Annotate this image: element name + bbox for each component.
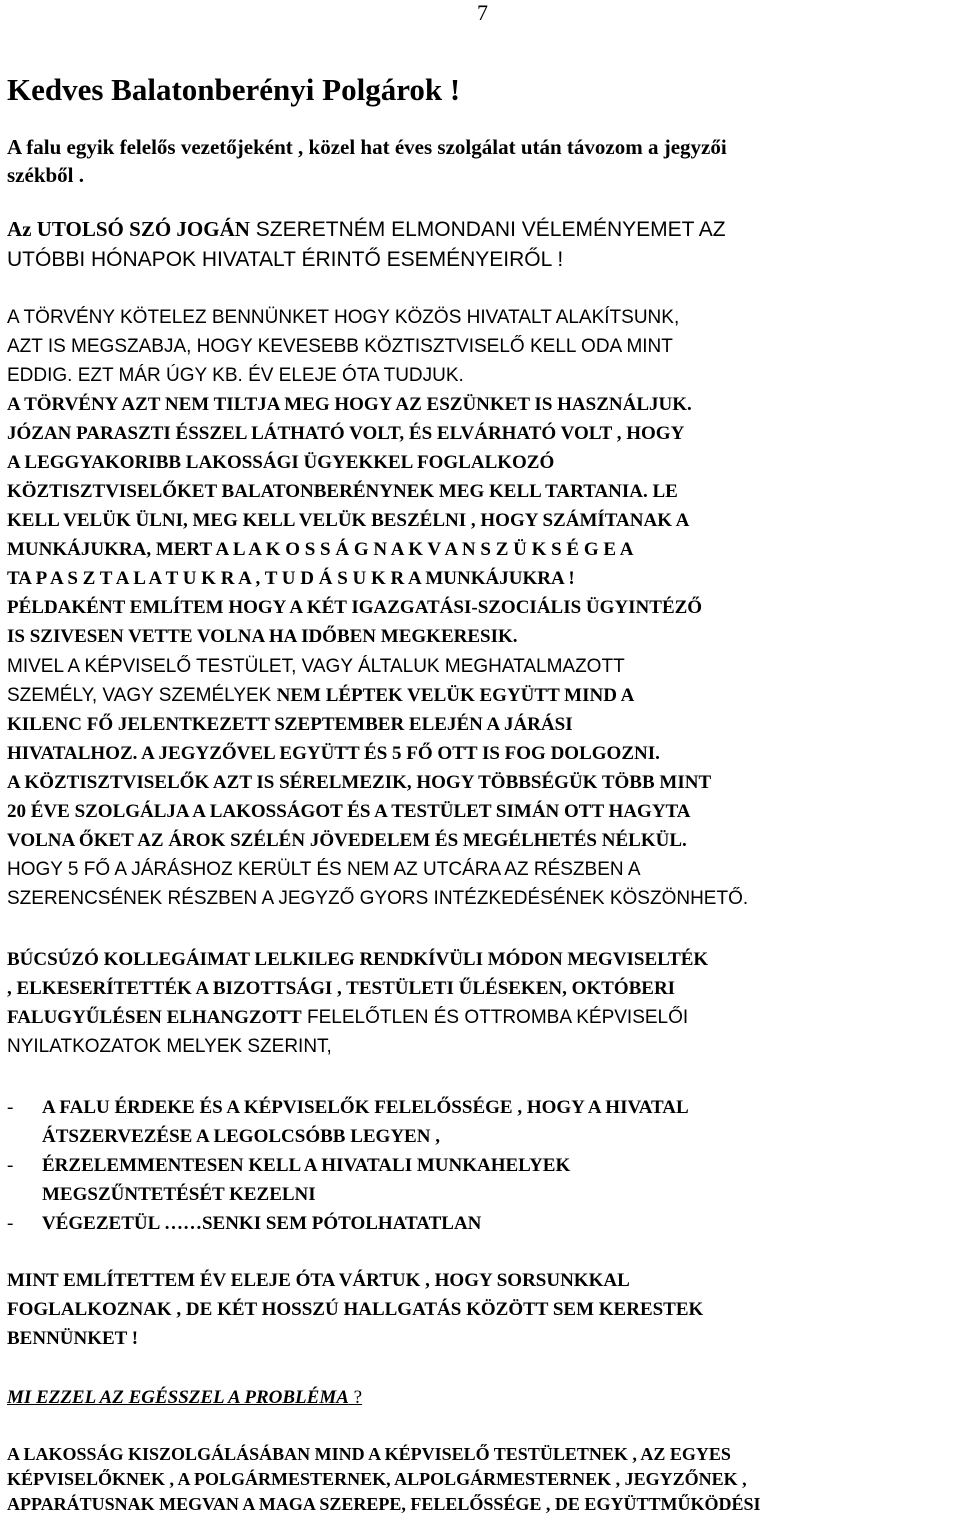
para2-line-8: KELL VELÜK ÜLNI, MEG KELL VELÜK BESZÉLNI , HOGY SZÁMÍTANAK A bbox=[7, 510, 690, 531]
para4-line-4: NYILATKOZATOK MELYEK SZERINT, bbox=[7, 1036, 332, 1057]
para1-bold-lead: Az UTOLSÓ SZÓ JOGÁN bbox=[7, 217, 250, 241]
para4-line-3 bbox=[7, 1008, 688, 1027]
para3-line-9: SZERENCSÉNEK RÉSZBEN A JEGYZŐ GYORS INTÉZKEDÉSÉNEK KÖSZÖNHETŐ. bbox=[7, 888, 749, 909]
para2-line-5: JÓZAN PARASZTI ÉSSZEL LÁTHATÓ VOLT, ÉS ELVÁRHATÓ VOLT , HOGY bbox=[7, 423, 685, 444]
question-text: MI EZZEL AZ EGÉSSZEL A PROBLÉMA bbox=[7, 1387, 349, 1408]
list-item-1-line-1: A FALU ÉRDEKE ÉS A KÉPVISELŐK FELELŐSSÉGE , HOGY A HIVATAL bbox=[42, 1097, 689, 1118]
para2-line-10: TA P A S Z T A L A T U K R A , T U D Á S U K R A MUNKÁJUKRA ! bbox=[7, 568, 575, 589]
list-dash-2: - bbox=[7, 1155, 14, 1176]
para4-line-2: , ELKESERÍTETTÉK A BIZOTTSÁGI , TESTÜLETI ŰLÉSEKEN, OKTÓBERI bbox=[7, 978, 676, 999]
para5-line-1: MINT EMLÍTETTEM ÉV ELEJE ÓTA VÁRTUK , HOGY SORSUNKKAL bbox=[7, 1270, 630, 1291]
para3-line-4: HIVATALHOZ. A JEGYZŐVEL EGYÜTT ÉS 5 FŐ OTT IS FOG DOLGOZNI. bbox=[7, 743, 660, 764]
closing-line-1: A LAKOSSÁG KISZOLGÁLÁSÁBAN MIND A KÉPVISELŐ TESTÜLETNEK , AZ EGYES bbox=[7, 1444, 731, 1464]
intro-line-2: székből . bbox=[7, 163, 85, 187]
para3-line-1: MIVEL A KÉPVISELŐ TESTÜLET, VAGY ÁLTALUK MEGHATALMAZOTT bbox=[7, 656, 625, 677]
para2-line-7: KÖZTISZTVISELŐKET BALATONBERÉNYNEK MEG KELL TARTANIA. LE bbox=[7, 481, 678, 502]
para5-line-2: FOGLALKOZNAK , DE KÉT HOSSZÚ HALLGATÁS KÖZÖTT SEM KERESTEK bbox=[7, 1299, 704, 1320]
document-title: Kedves Balatonberényi Polgárok ! bbox=[7, 72, 461, 107]
list-dash-1: - bbox=[7, 1097, 14, 1118]
para3-line-2-plain: SZEMÉLY, VAGY SZEMÉLYEK bbox=[7, 685, 277, 706]
para4-line-1: BÚCSÚZÓ KOLLEGÁIMAT LELKILEG RENDKÍVÜLI MÓDON MEGVISELTÉK bbox=[7, 949, 709, 970]
para3-line-2 bbox=[7, 686, 634, 705]
list-item-2-line-2: MEGSZŰNTETÉSÉT KEZELNI bbox=[42, 1184, 316, 1205]
para1-line-2: UTÓBBI HÓNAPOK HIVATALT ÉRINTŐ ESEMÉNYEIRŐL ! bbox=[7, 248, 564, 271]
para2-line-11: PÉLDAKÉNT EMLÍTEM HOGY A KÉT IGAZGATÁSI-SZOCIÁLIS ÜGYINTÉZŐ bbox=[7, 597, 703, 618]
para5-line-3: BENNÜNKET ! bbox=[7, 1328, 139, 1349]
para2-line-1: A TÖRVÉNY KÖTELEZ BENNÜNKET HOGY KÖZÖS HIVATALT ALAKÍTSUNK, bbox=[7, 307, 680, 328]
list-item-2-line-1: ÉRZELEMMENTESEN KELL A HIVATALI MUNKAHELYEK bbox=[42, 1155, 571, 1176]
question-mark: ? bbox=[348, 1387, 363, 1408]
para3-line-3: KILENC FŐ JELENTKEZETT SZEPTEMBER ELEJÉN A JÁRÁSI bbox=[7, 714, 573, 735]
question-line bbox=[7, 1388, 362, 1407]
para1-line-1 bbox=[7, 219, 726, 240]
para1-rest: SZERETNÉM ELMONDANI VÉLEMÉNYEMET AZ bbox=[249, 218, 726, 241]
page-number: 7 bbox=[477, 0, 488, 25]
para4-line-3-bold: FALUGYŰLÉSEN ELHANGZOTT bbox=[7, 1007, 302, 1028]
para2-line-6: A LEGGYAKORIBB LAKOSSÁGI ÜGYEKKEL FOGLALKOZÓ bbox=[7, 452, 555, 473]
para2-line-2: AZT IS MEGSZABJA, HOGY KEVESEBB KÖZTISZTVISELŐ KELL ODA MINT bbox=[7, 336, 673, 357]
para3-line-5: A KÖZTISZTVISELŐK AZT IS SÉRELMEZIK, HOGY TÖBBSÉGÜK TÖBB MINT bbox=[7, 772, 712, 793]
para3-line-8: HOGY 5 FŐ A JÁRÁSHOZ KERÜLT ÉS NEM AZ UTCÁRA AZ RÉSZBEN A bbox=[7, 859, 641, 880]
para2-line-3: EDDIG. EZT MÁR ÚGY KB. ÉV ELEJE ÓTA TUDJUK. bbox=[7, 365, 464, 386]
list-item-3: VÉGEZETÜL ……SENKI SEM PÓTOLHATATLAN bbox=[42, 1213, 482, 1234]
list-item-1-line-2: ÁTSZERVEZÉSE A LEGOLCSÓBB LEGYEN , bbox=[42, 1126, 440, 1147]
intro-line-1: A falu egyik felelős vezetőjeként , közel hat éves szolgálat után távozom a jegyzői bbox=[7, 135, 727, 159]
closing-line-3: APPARÁTUSNAK MEGVAN A MAGA SZEREPE, FELELŐSSÉGE , DE EGYÜTTMŰKÖDÉSI bbox=[7, 1494, 761, 1514]
para2-line-12: IS SZIVESEN VETTE VOLNA HA IDŐBEN MEGKERESIK. bbox=[7, 626, 518, 647]
para2-line-4: A TÖRVÉNY AZT NEM TILTJA MEG HOGY AZ ESZÜNKET IS HASZNÁLJUK. bbox=[7, 394, 692, 415]
para2-line-9: MUNKÁJUKRA, MERT A L A K O S S Á G N A K V A N S Z Ü K S É G E A bbox=[7, 539, 634, 560]
list-dash-3: - bbox=[7, 1213, 14, 1234]
para3-line-7: VOLNA ŐKET AZ ÁROK SZÉLÉN JÖVEDELEM ÉS MEGÉLHETÉS NÉLKÜL. bbox=[7, 830, 687, 851]
para4-line-3-plain: FELELŐTLEN ÉS OTTROMBA KÉPVISELŐI bbox=[301, 1007, 689, 1028]
para3-line-6: 20 ÉVE SZOLGÁLJA A LAKOSSÁGOT ÉS A TESTÜLET SIMÁN OTT HAGYTA bbox=[7, 801, 691, 822]
para3-line-2-bold: NEM LÉPTEK VELÜK EGYÜTT MIND A bbox=[276, 685, 635, 706]
closing-line-2: KÉPVISELŐKNEK , A POLGÁRMESTERNEK, ALPOLGÁRMESTERNEK , JEGYZŐNEK , bbox=[7, 1469, 747, 1489]
